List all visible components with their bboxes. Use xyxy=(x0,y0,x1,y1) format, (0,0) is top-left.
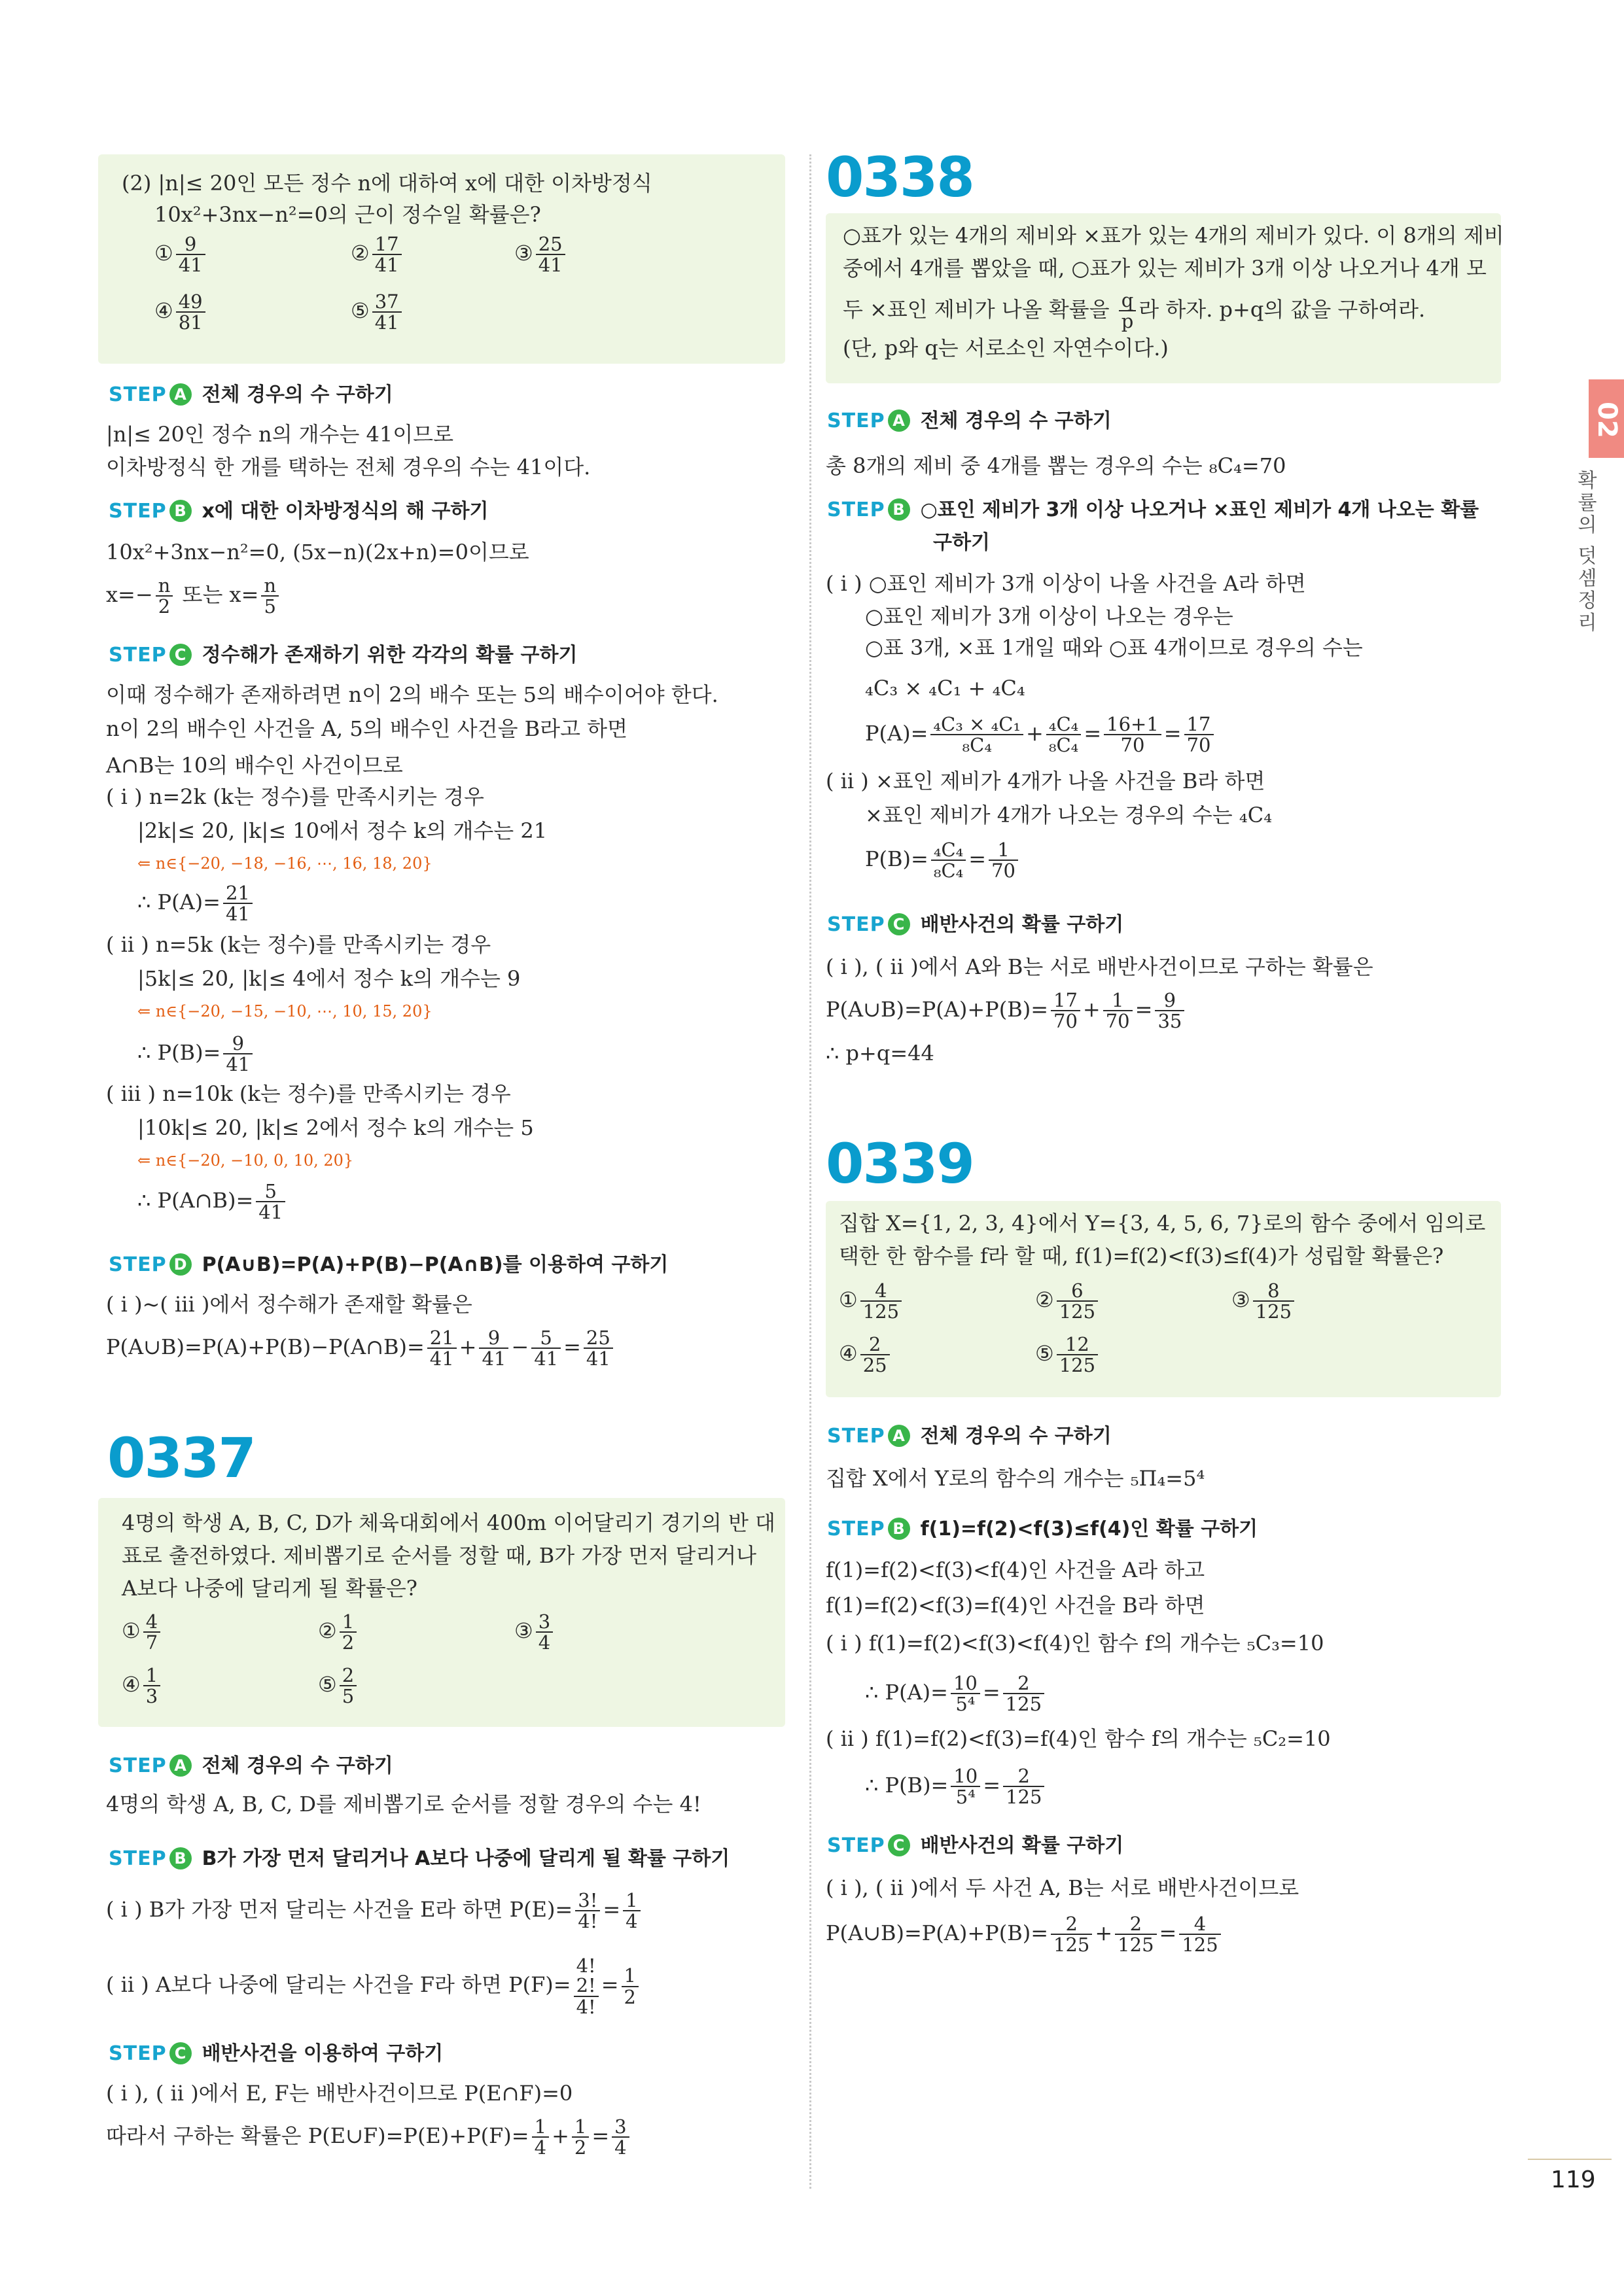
page-number: 119 xyxy=(1551,2166,1596,2193)
problem-number-0338: 0338 xyxy=(826,145,974,209)
text-line: ( i ), ( ii )에서 E, F는 배반사건이므로 P(E∩F)=0 xyxy=(106,2081,573,2106)
step-d-heading: STEP D P(A∪B)=P(A)+P(B)−P(A∩B)를 이용하여 구하기 xyxy=(109,1253,669,1276)
text-line: |2k|≤ 20, |k|≤ 10에서 정수 k의 개수는 21 xyxy=(137,818,548,843)
case-i: ( i ) f(1)=f(2)<f(3)<f(4)인 함수 f의 개수는 ₅C₃=10 xyxy=(826,1631,1324,1656)
option-1: ① $\frac{4}{125}$ xyxy=(839,1281,904,1322)
question-0338-box xyxy=(826,213,1504,383)
case-ii: ( ii ) n=5k (k는 정수)를 만족시키는 경우 xyxy=(106,932,491,957)
text-line: ( i )~( iii )에서 정수해가 존재할 확률은 xyxy=(106,1292,472,1317)
step-b-heading: STEP B B가 가장 먼저 달리거나 A보다 나중에 달리게 될 확률 구하기 xyxy=(109,1847,730,1870)
note-line: ⇐ n∈{−20, −10, 0, 10, 20} xyxy=(137,1151,354,1170)
prob-line: ∴ P(B)= $\frac{10}{\text{5⁴}}$ = $\frac{2}{125}$ xyxy=(865,1766,1047,1807)
text-line: f(1)=f(2)<f(3)=f(4)인 사건을 B라 하면 xyxy=(826,1593,1205,1618)
note-line: ⇐ n∈{−20, −15, −10, ⋯, 10, 15, 20} xyxy=(137,1002,432,1020)
answer-line: ∴ p+q=44 xyxy=(826,1041,934,1066)
case-ii: ( ii ) f(1)=f(2)<f(3)=f(4)인 함수 f의 개수는 ₅C₂=10 xyxy=(826,1726,1331,1751)
step-a-heading: STEP A 전체 경우의 수 구하기 xyxy=(109,1754,393,1777)
step-a-heading: STEP A 전체 경우의 수 구하기 xyxy=(827,1425,1112,1448)
option-5: ⑤ $\frac{37}{41}$ xyxy=(351,292,404,333)
option-4: ④ $\frac{1}{3}$ xyxy=(122,1665,163,1707)
q337-line2: 표로 출전하였다. 제비뽑기로 순서를 정할 때, B가 가장 먼저 달리거나 xyxy=(122,1543,757,1568)
chapter-tab xyxy=(1589,379,1624,458)
problem-number-0339: 0339 xyxy=(826,1132,974,1196)
step-a-heading: STEP A 전체 경우의 수 구하기 xyxy=(109,383,393,406)
prob-line: ( i ) B가 가장 먼저 달리는 사건을 E라 하면 P(E)= $\frac{3!}{4!}$ = $\frac{1}{4}$ xyxy=(106,1890,643,1932)
option-3: ③ $\frac{8}{125}$ xyxy=(1231,1281,1297,1322)
prob-line: ( ii ) A보다 나중에 달리는 사건을 F라 하면 P(F)= 4! 2! 4! = $\frac{1}{2}$ xyxy=(106,1956,641,2017)
final-prob-line: 따라서 구하는 확률은 P(E∪F)=P(E)+P(F)= $\frac{1}{4}$ + $\frac{1}{2}$ = $\frac{3}{4}$ xyxy=(106,2117,632,2158)
q337-line1: 4명의 학생 A, B, C, D가 체육대회에서 400m 이어달리기 경기의 반 대 xyxy=(122,1510,775,1535)
text-line: |n|≤ 20인 정수 n의 개수는 41이므로 xyxy=(106,422,454,447)
text-line: 이때 정수해가 존재하려면 n이 2의 배수 또는 5의 배수이어야 한다. xyxy=(106,682,718,707)
prob-line: P(A)= $\frac{\text{₄C₃ × ₄C₁}}{\text{₈C₄}}$ + $\frac{\text{₄C₄}}{\text{₈C₄}}$ = $\frac{16+1}{70}$ = $\frac{17}{70}$ xyxy=(865,714,1216,756)
chapter-title: 확률의 덧셈정리 xyxy=(1574,470,1597,635)
option-3: ③ $\frac{25}{41}$ xyxy=(514,234,568,275)
q338-line2: 중에서 4개를 뽑았을 때, ○표가 있는 제비가 3개 이상 나오거나 4개 모 xyxy=(843,256,1487,281)
option-2: ② $\frac{1}{2}$ xyxy=(318,1612,359,1653)
question-0339-box xyxy=(826,1201,1501,1397)
step-c-heading: STEP C 정수해가 존재하기 위한 각각의 확률 구하기 xyxy=(109,644,578,667)
solution-roots: x=− $\frac{n}{2}$ 또는 x= $\frac{n}{5}$ xyxy=(106,576,281,617)
step-b-heading: STEP B f(1)=f(2)<f(3)≤f(4)인 확률 구하기 xyxy=(827,1518,1258,1540)
prob-line: ∴ P(A∩B)= $\frac{5}{41}$ xyxy=(137,1181,288,1223)
q2-line2: 10x²+3nx−n²=0의 근이 정수일 확률은? xyxy=(154,202,541,227)
text-line: ○표 3개, ×표 1개일 때와 ○표 4개이므로 경우의 수는 xyxy=(865,635,1363,660)
step-b-heading: STEP B x에 대한 이차방정식의 해 구하기 xyxy=(109,500,489,523)
text-line: 10x²+3nx−n²=0, (5x−n)(2x+n)=0이므로 xyxy=(106,540,529,565)
question-0336-part2-box xyxy=(98,154,785,364)
step-c-heading: STEP C 배반사건의 확률 구하기 xyxy=(827,913,1124,936)
final-prob-line: P(A∪B)=P(A)+P(B)= $\frac{2}{125}$ + $\frac{2}{125}$ = $\frac{4}{125}$ xyxy=(826,1914,1224,1955)
step-b-heading: STEP B ○표인 제비가 3개 이상 나오거나 ×표인 제비가 4개 나오는 확률 xyxy=(827,498,1479,521)
text-line: 4명의 학생 A, B, C, D를 제비뽑기로 순서를 정할 경우의 수는 4! xyxy=(106,1792,701,1817)
note-line: ⇐ n∈{−20, −18, −16, ⋯, 16, 18, 20} xyxy=(137,854,432,873)
column-divider xyxy=(809,154,811,2189)
text-line: ×표인 제비가 4개가 나오는 경우의 수는 ₄C₄ xyxy=(865,803,1273,827)
case-i: ( i ) n=2k (k는 정수)를 만족시키는 경우 xyxy=(106,784,484,809)
step-c-heading: STEP C 배반사건의 확률 구하기 xyxy=(827,1834,1124,1857)
step-a-heading: STEP A 전체 경우의 수 구하기 xyxy=(827,409,1112,432)
prob-line: ∴ P(B)= $\frac{9}{41}$ xyxy=(137,1034,255,1075)
question-0337-box xyxy=(98,1498,785,1727)
option-1: ① $\frac{9}{41}$ xyxy=(154,234,208,275)
option-2: ② $\frac{6}{125}$ xyxy=(1035,1281,1101,1322)
case-iii: ( iii ) n=10k (k는 정수)를 만족시키는 경우 xyxy=(106,1081,511,1106)
step-b-heading-cont: 구하기 xyxy=(933,531,990,554)
page-number-rule xyxy=(1528,2159,1612,2160)
text-line: ( i ), ( ii )에서 두 사건 A, B는 서로 배반사건이므로 xyxy=(826,1875,1299,1900)
option-1: ① $\frac{4}{7}$ xyxy=(122,1612,163,1653)
text-line: |10k|≤ 20, |k|≤ 2에서 정수 k의 개수는 5 xyxy=(137,1115,534,1140)
option-2: ② $\frac{17}{41}$ xyxy=(351,234,404,275)
final-prob-line: P(A∪B)=P(A)+P(B)−P(A∩B)= $\frac{21}{41}$ + $\frac{9}{41}$ − $\frac{5}{41}$ = $\frac{25}{41}$ xyxy=(106,1328,616,1369)
case-ii: ( ii ) ×표인 제비가 4개가 나올 사건을 B라 하면 xyxy=(826,769,1265,793)
q2-line1: (2) |n|≤ 20인 모든 정수 n에 대하여 x에 대한 이차방정식 xyxy=(122,171,652,196)
option-5: ⑤ $\frac{2}{5}$ xyxy=(318,1665,359,1707)
option-4: ④ $\frac{49}{81}$ xyxy=(154,292,208,333)
text-line: 집합 X에서 Y로의 함수의 개수는 ₅Π₄=5⁴ xyxy=(826,1466,1205,1491)
q339-line1: 집합 X={1, 2, 3, 4}에서 Y={3, 4, 5, 6, 7}로의 함수 중에서 임의로 xyxy=(839,1211,1486,1236)
text-line: |5k|≤ 20, |k|≤ 4에서 정수 k의 개수는 9 xyxy=(137,966,521,991)
option-4: ④ $\frac{2}{25}$ xyxy=(839,1334,892,1376)
combination-expr: ₄C₃ × ₄C₁ + ₄C₄ xyxy=(865,676,1025,701)
text-line: ( i ), ( ii )에서 A와 B는 서로 배반사건이므로 구하는 확률은 xyxy=(826,954,1373,979)
problem-number-0337: 0337 xyxy=(107,1426,255,1490)
q338-line1: ○표가 있는 4개의 제비와 ×표가 있는 4개의 제비가 있다. 이 8개의 제비 xyxy=(843,223,1504,248)
final-prob-line: P(A∪B)=P(A)+P(B)= $\frac{17}{70}$ + $\frac{1}{70}$ = $\frac{9}{35}$ xyxy=(826,990,1187,1032)
option-3: ③ $\frac{3}{4}$ xyxy=(514,1612,556,1653)
case-i: ( i ) ○표인 제비가 3개 이상이 나올 사건을 A라 하면 xyxy=(826,571,1306,596)
text-line: 총 8개의 제비 중 4개를 뽑는 경우의 수는 ₈C₄=70 xyxy=(826,453,1286,478)
prob-line: ∴ P(A)= $\frac{10}{\text{5⁴}}$ = $\frac{2}{125}$ xyxy=(865,1673,1047,1714)
q338-line4: (단, p와 q는 서로소인 자연수이다.) xyxy=(843,336,1169,360)
text-line: f(1)=f(2)<f(3)<f(4)인 사건을 A라 하고 xyxy=(826,1557,1205,1582)
prob-line: P(B)= $\frac{\text{₄C₄}}{\text{₈C₄}}$ = $\frac{1}{70}$ xyxy=(865,840,1021,881)
text-line: A∩B는 10의 배수인 사건이므로 xyxy=(106,753,403,778)
text-line: ○표인 제비가 3개 이상이 나오는 경우는 xyxy=(865,604,1233,629)
q339-line2: 택한 한 함수를 f라 할 때, f(1)=f(2)<f(3)≤f(4)가 성립할 확률은? xyxy=(839,1244,1444,1268)
option-5: ⑤ $\frac{12}{125}$ xyxy=(1035,1334,1101,1376)
text-line: 이차방정식 한 개를 택하는 전체 경우의 수는 41이다. xyxy=(106,455,591,479)
q338-line3: 두 ×표인 제비가 나올 확률을 $\frac{q}{p}$ 라 하자. p+q의 값을 구하여라. xyxy=(843,289,1426,333)
prob-line: ∴ P(A)= $\frac{21}{41}$ xyxy=(137,883,255,924)
text-line: n이 2의 배수인 사건을 A, 5의 배수인 사건을 B라고 하면 xyxy=(106,716,628,741)
q337-line3: A보다 나중에 달리게 될 확률은? xyxy=(122,1576,417,1601)
chapter-number: 02 xyxy=(1591,402,1622,438)
step-c-heading: STEP C 배반사건을 이용하여 구하기 xyxy=(109,2042,444,2065)
